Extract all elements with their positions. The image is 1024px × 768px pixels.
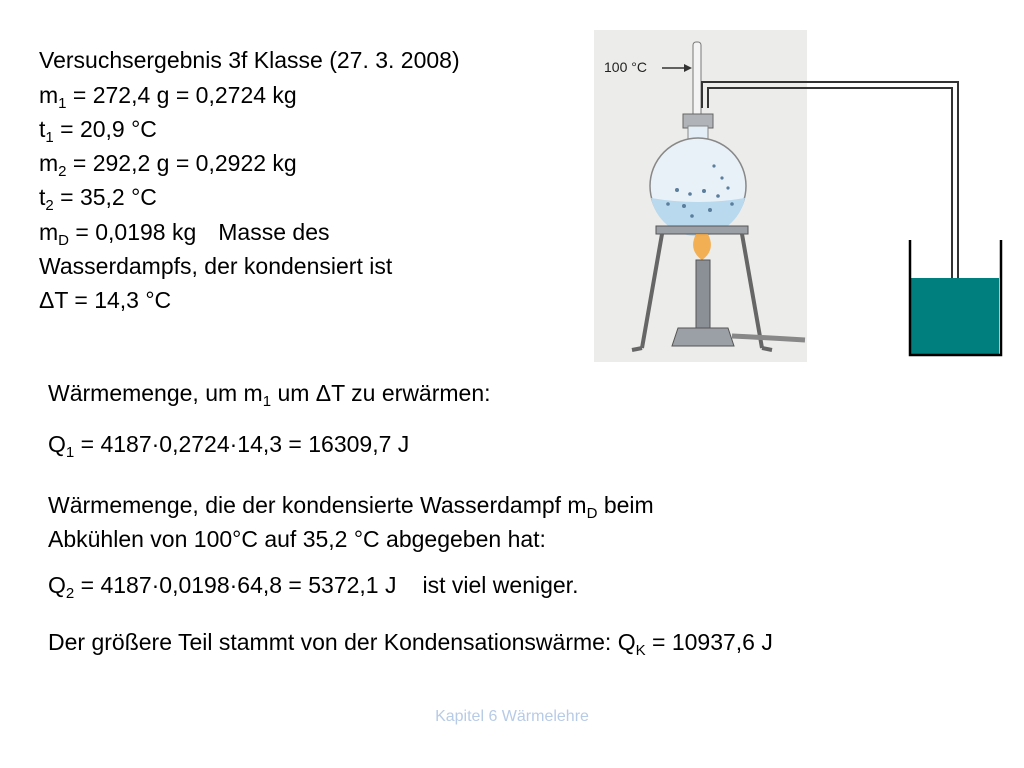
t2-line: $t_2 = 35,2$ °C xyxy=(39,184,157,214)
md-line: $m_D = 0,0198$ kg Masse des xyxy=(39,219,330,249)
m1-line: $m_1 = 272,4$ g = 0,2724 kg xyxy=(39,82,297,112)
q2-intro-line-2: Abkühlen von 100°C auf 35,2 °C abgegeben hat: xyxy=(48,526,546,552)
md-note-line: Wasserdampfs, der kondensiert ist xyxy=(39,253,393,279)
q2-formula-line: $Q_2 = 4187\cdot 0,0198\cdot 64,8 = 5372,1$ J ist viel weniger. xyxy=(48,572,579,602)
q1-intro-line: Wärmemenge, um $m_1$ um ΔT zu erwärmen: xyxy=(48,380,491,410)
qk-line: Der größere Teil stammt von der Kondensationswärme: $Q_K = 10937,6$ J xyxy=(48,629,773,659)
wire-gauze xyxy=(656,226,748,234)
apparatus-illustration xyxy=(592,28,1007,364)
result-title: Versuchsergebnis 3f Klasse (27. 3. 2008) xyxy=(39,47,460,73)
delta-t-line: ΔT = 14,3 °C xyxy=(39,287,172,313)
q1-formula-line: $Q_1 = 4187\cdot 0,2724\cdot 14,3 = 16309,7$ J xyxy=(48,431,410,461)
bunsen-burner xyxy=(696,260,710,328)
thermometer-label: 100 °C xyxy=(604,59,647,75)
footer: Kapitel 6 Wärmelehre xyxy=(435,708,589,725)
q2-intro-line: Wärmemenge, die der kondensierte Wasserdampf $m_D$ beim xyxy=(48,492,654,522)
m2-line: $m_2 = 292,2$ g = 0,2922 kg xyxy=(39,150,297,180)
beaker-water xyxy=(911,278,999,354)
t1-line: $t_1 = 20,9$ °C xyxy=(39,116,157,146)
